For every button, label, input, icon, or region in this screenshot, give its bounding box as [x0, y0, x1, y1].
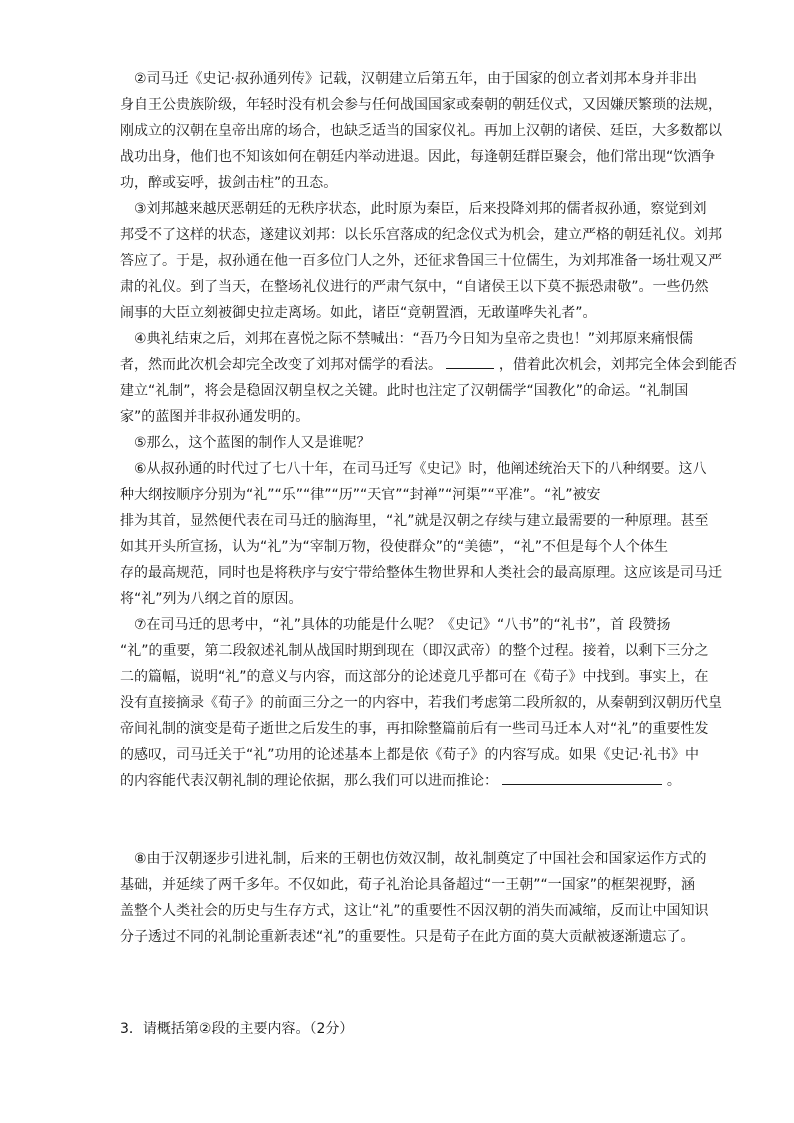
paragraph-3 — [120, 196, 722, 326]
text-line: ⑧由于汉朝逐步引进礼制，后来的王朝也仿效汉制，故礼制奠定了中国社会和国家运作方式的 — [120, 851, 707, 867]
text-line: 存的最高规范，同时也是将秩序与安宁带给整体生物世界和人类社会的最高原理。这应该是司马迁 — [120, 565, 722, 581]
text-line: 闹事的大臣立刻被御史拉走离场。如此，诸臣“竟朝置酒，无敢谨哗失礼者”。 — [120, 305, 597, 321]
text-line: 如其开头所宣扬，认为“礼”为“宰制万物，役使群众”的“美德”，“礼”不但是每个人个体生 — [120, 539, 669, 555]
text-line: 刚成立的汉朝在皇帝出席的场合，也缺乏适当的国家仪礼。再加上汉朝的诸侯、廷臣，大多数都以 — [120, 123, 722, 139]
paragraph-8 — [120, 846, 709, 950]
text-line: 肃的礼仪。到了当天，在整场礼仪进行的严肃气氛中，“自诸侯王以下莫不振恐肃敬”。一些仍然 — [120, 279, 709, 295]
paragraph-6 — [120, 456, 722, 612]
text-line: 战功出身，他们也不知该如何在朝廷内举动进退。因此，每逢朝廷群臣聚会，他们常出现“饮酒争 — [120, 149, 716, 165]
text-line: 分子透过不同的礼制论重新表述“礼”的重要性。只是荀子在此方面的莫大贡献被逐渐遗忘了。 — [120, 929, 695, 945]
paragraph-2 — [120, 66, 722, 196]
text-line: “礼”的重要，第二段叙述礼制从战国时期到现在（即汉武帝）的整个过程。接着，以剩下三分之 — [120, 643, 709, 659]
text-line: 盖整个人类社会的历史与生存方式，这让“礼”的重要性不因汉朝的消失而减缩，反而让中国知识 — [120, 903, 709, 919]
text-line: ④典礼结束之后，刘邦在喜悦之际不禁喊出：“吾乃今日知为皇帝之贵也！”刘邦原来痛恨儒 — [120, 331, 694, 347]
text-line: 帝间礼制的演变是荀子逝世之后发生的事，再扣除整篇前后有一些司马迁本人对“礼”的重要性发 — [120, 721, 709, 737]
text-segment: 。 — [666, 773, 681, 789]
question-3: 3．请概括第②段的主要内容。（2分） — [120, 1021, 354, 1037]
text-line: ⑥从叔孙通的时代过了七八十年，在司马迁写《史记》时，他阐述统治天下的八种纲要。这八 — [120, 461, 707, 477]
text-line: 家”的蓝图并非叔孙通发明的。 — [120, 409, 310, 425]
text-line-with-blank — [120, 352, 737, 378]
text-line: ⑦在司马迁的思考中，“礼”具体的功能是什么呢？《史记》“八书”的“礼书”，首 段赞扬 — [120, 617, 671, 633]
text-line: 种大纲按顺序分别为“礼”“乐”“律”“历”“天官”“封禅”“河渠”“平准”。“礼”被安 — [120, 487, 601, 503]
text-line: 将“礼”列为八纲之首的原因。 — [120, 591, 303, 607]
text-line: 身自王公贵族阶级，年轻时没有机会参与任何战国国家或秦朝的朝廷仪式，又因嫌厌繁琐的法规， — [120, 97, 722, 113]
text-segment: 的内容能代表汉朝礼制的理论依据，那么我们可以进而推论： — [120, 773, 498, 789]
text-line: 排为其首，显然便代表在司马迁的脑海里，“礼”就是汉朝之存续与建立最需要的一种原理。甚至 — [120, 513, 709, 529]
text-line: ③刘邦越来越厌恶朝廷的无秩序状态，此时原为秦臣，后来投降刘邦的儒者叔孙通，察觉到刘 — [120, 201, 707, 217]
text-line: 基础，并延续了两千多年。不仅如此，荀子礼治论具备超过“一王朝”“一国家”的框架视野，涵 — [120, 877, 696, 893]
paragraph-7 — [120, 612, 722, 794]
text-line: 的感叹，司马迁关于“礼”功用的论述基本上都是依《荀子》的内容写成。如果《史记·礼书》中 — [120, 747, 699, 763]
paragraph-4 — [120, 326, 737, 430]
text-line: ⑤那么，这个蓝图的制作人又是谁呢？ — [120, 435, 371, 451]
text-line: ②司马迁《史记·叔孙通列传》记载，汉朝建立后第五年，由于国家的创立者刘邦本身并非出 — [120, 71, 697, 87]
text-segment: ，借着此次机会，刘邦完全体会到能否 — [498, 357, 737, 373]
text-line: 功，醉或妄呼，拔剑击柱”的丑态。 — [120, 175, 338, 191]
text-line: 建立“礼制”，将会是稳固汉朝皇权之关键。此时也注定了汉朝儒学“国教化”的命运。“礼制国 — [120, 383, 689, 399]
text-line: 邦受不了这样的状态，遂建议刘邦：以长乐宫落成的纪念仪式为机会，建立严格的朝廷礼仪。刘邦 — [120, 227, 722, 243]
paragraph-5 — [120, 430, 680, 456]
text-line: 没有直接摘录《荀子》的前面三分之一的内容中，若我们考虑第二段所叙的，从秦朝到汉朝历代皇 — [120, 695, 722, 711]
text-line: 答应了。于是，叔孙通在他一百多位门人之外，还征求鲁国三十位儒生，为刘邦准备一场壮观又严 — [120, 253, 722, 269]
text-line-with-blank — [120, 768, 680, 794]
fill-blank[interactable] — [446, 352, 494, 369]
fill-blank[interactable] — [502, 768, 662, 785]
text-line: 二的篇幅，说明“礼”的意义与内容，而这部分的论述竟几乎都可在《荀子》中找到。事实上，在 — [120, 669, 709, 685]
text-segment: 者，然而此次机会却完全改变了刘邦对儒学的看法。 — [120, 357, 442, 373]
